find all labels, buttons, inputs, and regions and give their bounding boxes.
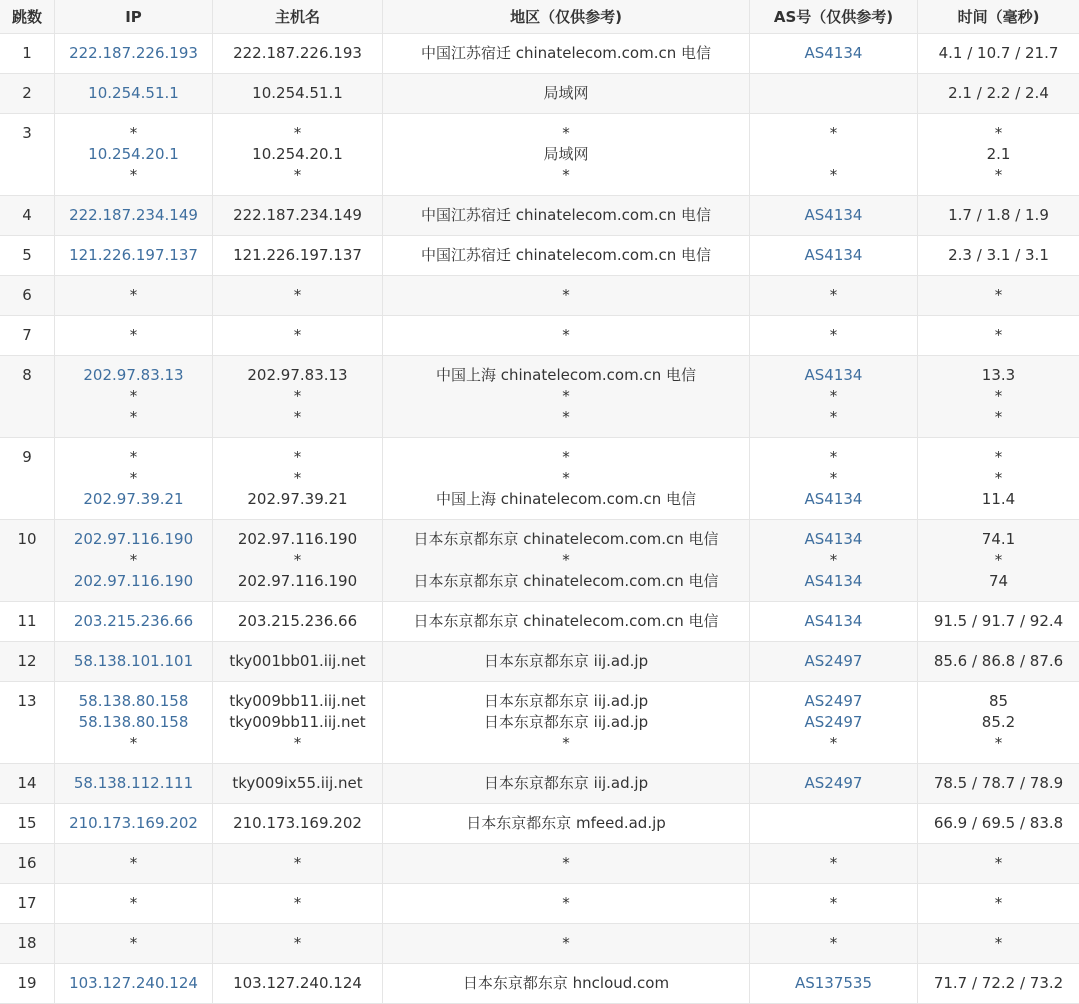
region-text: * <box>562 387 570 405</box>
table-row <box>0 602 1079 642</box>
time-cell <box>918 844 1079 884</box>
table-row <box>0 114 1079 196</box>
region-cell <box>383 602 750 642</box>
as-cell <box>750 236 918 276</box>
as-cell <box>750 602 918 642</box>
time-text: 2.1 <box>986 145 1011 163</box>
time-text: * <box>994 326 1003 344</box>
time-text: * <box>994 448 1003 466</box>
hostname-cell <box>213 642 383 682</box>
header-region: 地区（仅供参考) <box>383 0 750 34</box>
hop-cell: 11 <box>0 602 55 642</box>
time-text: * <box>994 551 1003 569</box>
hostname-text: * <box>293 326 302 344</box>
as-link: * <box>829 166 838 184</box>
time-cell <box>918 276 1079 316</box>
ip-link[interactable]: 10.254.20.1 <box>88 145 179 163</box>
as-cell <box>750 438 918 520</box>
hostname-text: * <box>293 551 302 569</box>
hostname-cell <box>213 114 383 196</box>
time-text: 4.1 / 10.7 / 21.7 <box>938 44 1059 62</box>
region-text: 局域网 <box>543 145 589 163</box>
table-row <box>0 764 1079 804</box>
hostname-text: tky009bb11.iij.net <box>229 713 366 731</box>
hostname-text: 203.215.236.66 <box>237 612 358 630</box>
ip-cell <box>55 844 213 884</box>
time-text: 2.1 / 2.2 / 2.4 <box>948 84 1049 102</box>
time-text: * <box>994 387 1003 405</box>
table-row <box>0 884 1079 924</box>
region-text: * <box>562 326 570 344</box>
ip-link[interactable]: 202.97.116.190 <box>73 530 194 548</box>
ip-cell <box>55 924 213 964</box>
hop-cell: 3 <box>0 114 55 196</box>
ip-cell <box>55 34 213 74</box>
ip-link[interactable]: 58.138.101.101 <box>73 652 194 670</box>
ip-cell <box>55 276 213 316</box>
ip-link[interactable]: 203.215.236.66 <box>73 612 194 630</box>
as-cell <box>750 276 918 316</box>
region-text: 日本东京都东京 chinatelecom.com.cn 电信 <box>413 530 719 548</box>
hostname-text: 121.226.197.137 <box>233 246 362 264</box>
hop-cell: 12 <box>0 642 55 682</box>
time-text: 85.2 <box>981 713 1016 731</box>
hop-cell: 2 <box>0 74 55 114</box>
ip-link[interactable]: 121.226.197.137 <box>69 246 198 264</box>
as-link: * <box>829 387 838 405</box>
hostname-text: * <box>293 124 302 142</box>
time-text: 85 <box>988 692 1009 710</box>
ip-link[interactable]: 58.138.80.158 <box>78 713 189 731</box>
time-cell <box>918 114 1079 196</box>
ip-cell <box>55 764 213 804</box>
ip-cell <box>55 642 213 682</box>
hostname-cell <box>213 924 383 964</box>
region-cell <box>383 438 750 520</box>
region-text: * <box>562 448 570 466</box>
table-row <box>0 74 1079 114</box>
ip-link[interactable]: 10.254.51.1 <box>88 84 179 102</box>
time-cell <box>918 924 1079 964</box>
table-row <box>0 276 1079 316</box>
time-cell <box>918 236 1079 276</box>
hostname-text: tky001bb01.iij.net <box>229 652 366 670</box>
table-row <box>0 438 1079 520</box>
header-as: AS号（仅供参考) <box>750 0 918 34</box>
hop-cell: 15 <box>0 804 55 844</box>
region-text: 日本东京都东京 mfeed.ad.jp <box>466 814 666 832</box>
time-text: * <box>994 934 1003 952</box>
as-link <box>750 813 917 834</box>
hostname-text: * <box>293 854 302 872</box>
as-cell <box>750 316 918 356</box>
region-text: * <box>562 124 570 142</box>
time-text: 1.7 / 1.8 / 1.9 <box>948 206 1049 224</box>
hop-cell: 14 <box>0 764 55 804</box>
ip-link: * <box>129 934 138 952</box>
hostname-text: 222.187.234.149 <box>233 206 362 224</box>
hop-cell: 13 <box>0 682 55 764</box>
time-text: 91.5 / 91.7 / 92.4 <box>933 612 1064 630</box>
hostname-text: * <box>293 408 302 426</box>
ip-link[interactable]: 103.127.240.124 <box>69 974 198 992</box>
region-cell <box>383 520 750 602</box>
hostname-cell <box>213 316 383 356</box>
hostname-cell <box>213 356 383 438</box>
as-cell <box>750 114 918 196</box>
table-row <box>0 356 1079 438</box>
hop-cell: 17 <box>0 884 55 924</box>
ip-cell <box>55 316 213 356</box>
ip-link: * <box>129 408 138 426</box>
ip-link[interactable]: 222.187.226.193 <box>69 44 198 62</box>
region-text: 局域网 <box>543 84 589 102</box>
ip-cell <box>55 520 213 602</box>
region-cell <box>383 114 750 196</box>
hop-cell: 5 <box>0 236 55 276</box>
as-cell <box>750 356 918 438</box>
time-cell <box>918 316 1079 356</box>
region-text: 日本东京都东京 chinatelecom.com.cn 电信 <box>413 612 719 630</box>
as-link: * <box>829 894 838 912</box>
region-text: 日本东京都东京 iij.ad.jp <box>483 713 649 731</box>
as-link[interactable]: AS137535 <box>794 974 873 992</box>
ip-link[interactable]: 202.97.116.190 <box>73 572 194 590</box>
ip-link: * <box>129 286 138 304</box>
table-row <box>0 682 1079 764</box>
as-link: * <box>829 934 838 952</box>
hostname-cell <box>213 236 383 276</box>
hostname-cell <box>213 74 383 114</box>
region-cell <box>383 642 750 682</box>
as-link[interactable]: AS4134 <box>804 572 863 590</box>
as-link[interactable]: AS4134 <box>804 530 863 548</box>
ip-cell <box>55 884 213 924</box>
hostname-cell <box>213 764 383 804</box>
region-text: 中国上海 chinatelecom.com.cn 电信 <box>435 366 697 384</box>
region-text: * <box>562 854 570 872</box>
as-link[interactable]: AS4134 <box>804 366 863 384</box>
ip-link[interactable]: 222.187.234.149 <box>69 206 198 224</box>
as-link: * <box>829 326 838 344</box>
as-cell <box>750 884 918 924</box>
as-link: * <box>829 469 838 487</box>
hostname-text: 10.254.51.1 <box>252 84 343 102</box>
region-cell <box>383 316 750 356</box>
hostname-text: 202.97.83.13 <box>247 366 348 384</box>
hostname-text: 202.97.116.190 <box>237 572 358 590</box>
region-cell <box>383 924 750 964</box>
table-row <box>0 196 1079 236</box>
ip-cell <box>55 964 213 1004</box>
ip-link[interactable]: 58.138.80.158 <box>78 692 189 710</box>
hostname-text: * <box>293 286 302 304</box>
as-link: * <box>829 448 838 466</box>
as-cell <box>750 682 918 764</box>
hostname-text: * <box>293 448 302 466</box>
as-link: * <box>829 734 838 752</box>
time-cell <box>918 356 1079 438</box>
as-link[interactable]: AS4134 <box>804 612 863 630</box>
as-cell <box>750 642 918 682</box>
region-text: 日本东京都东京 iij.ad.jp <box>483 774 649 792</box>
hostname-text: 202.97.39.21 <box>247 490 348 508</box>
table-row <box>0 964 1079 1004</box>
ip-link[interactable]: 202.97.83.13 <box>83 366 184 384</box>
hostname-cell <box>213 964 383 1004</box>
as-link: * <box>829 854 838 872</box>
time-cell <box>918 884 1079 924</box>
ip-link: * <box>129 551 138 569</box>
region-text: 日本东京都东京 hncloud.com <box>462 974 670 992</box>
ip-link: * <box>129 894 138 912</box>
as-cell <box>750 34 918 74</box>
hostname-cell <box>213 682 383 764</box>
time-text: * <box>994 854 1003 872</box>
as-link[interactable]: AS2497 <box>804 652 863 670</box>
time-cell <box>918 764 1079 804</box>
hop-cell: 19 <box>0 964 55 1004</box>
region-cell <box>383 74 750 114</box>
as-cell <box>750 924 918 964</box>
hostname-cell <box>213 196 383 236</box>
table-body <box>0 34 1079 1004</box>
time-cell <box>918 196 1079 236</box>
region-text: 日本东京都东京 iij.ad.jp <box>483 652 649 670</box>
time-cell <box>918 520 1079 602</box>
as-link[interactable]: AS4134 <box>804 44 863 62</box>
as-cell <box>750 844 918 884</box>
region-cell <box>383 844 750 884</box>
hostname-text: 103.127.240.124 <box>233 974 362 992</box>
ip-link: * <box>129 166 138 184</box>
hop-cell: 10 <box>0 520 55 602</box>
ip-cell <box>55 236 213 276</box>
time-text: 2.3 / 3.1 / 3.1 <box>948 246 1049 264</box>
as-link[interactable]: AS2497 <box>804 713 863 731</box>
hop-cell: 16 <box>0 844 55 884</box>
time-text: * <box>994 166 1003 184</box>
table-row <box>0 34 1079 74</box>
time-text: * <box>994 408 1003 426</box>
as-link[interactable]: AS4134 <box>804 246 863 264</box>
time-text: 85.6 / 86.8 / 87.6 <box>933 652 1064 670</box>
as-cell <box>750 764 918 804</box>
region-cell <box>383 804 750 844</box>
time-text: 74.1 <box>981 530 1016 548</box>
time-cell <box>918 438 1079 520</box>
region-cell <box>383 356 750 438</box>
header-hop: 跳数 <box>0 0 55 34</box>
region-text: * <box>562 734 570 752</box>
hostname-text: 210.173.169.202 <box>233 814 362 832</box>
hostname-text: 202.97.116.190 <box>237 530 358 548</box>
as-link[interactable]: AS2497 <box>804 774 863 792</box>
ip-cell <box>55 356 213 438</box>
ip-cell <box>55 804 213 844</box>
as-link: * <box>829 286 838 304</box>
ip-cell <box>55 74 213 114</box>
time-text: * <box>994 124 1003 142</box>
hop-cell: 6 <box>0 276 55 316</box>
table-row <box>0 924 1079 964</box>
header-time: 时间（毫秒) <box>918 0 1079 34</box>
ip-link: * <box>129 469 138 487</box>
table-row <box>0 316 1079 356</box>
as-link[interactable]: AS4134 <box>804 490 863 508</box>
time-cell <box>918 964 1079 1004</box>
ip-cell <box>55 114 213 196</box>
region-cell <box>383 236 750 276</box>
time-text: * <box>994 286 1003 304</box>
table-row <box>0 520 1079 602</box>
hop-cell: 1 <box>0 34 55 74</box>
ip-link[interactable]: 210.173.169.202 <box>69 814 198 832</box>
time-text: 66.9 / 69.5 / 83.8 <box>933 814 1064 832</box>
time-text: 71.7 / 72.2 / 73.2 <box>933 974 1064 992</box>
hostname-cell <box>213 276 383 316</box>
time-cell <box>918 642 1079 682</box>
region-cell <box>383 964 750 1004</box>
hostname-cell <box>213 844 383 884</box>
as-link[interactable]: AS2497 <box>804 692 863 710</box>
ip-link: * <box>129 387 138 405</box>
as-cell <box>750 520 918 602</box>
hostname-text: * <box>293 894 302 912</box>
table-header-row <box>0 0 1079 34</box>
region-cell <box>383 34 750 74</box>
region-text: 中国江苏宿迁 chinatelecom.com.cn 电信 <box>420 246 712 264</box>
hop-cell: 7 <box>0 316 55 356</box>
ip-cell <box>55 196 213 236</box>
hostname-text: * <box>293 469 302 487</box>
as-link: * <box>829 551 838 569</box>
table-row <box>0 236 1079 276</box>
region-text: * <box>562 166 570 184</box>
ip-link: * <box>129 448 138 466</box>
ip-cell <box>55 682 213 764</box>
as-cell <box>750 964 918 1004</box>
region-text: 日本东京都东京 iij.ad.jp <box>483 692 649 710</box>
hostname-cell <box>213 804 383 844</box>
hostname-text: tky009bb11.iij.net <box>229 692 366 710</box>
hop-cell: 9 <box>0 438 55 520</box>
table-row <box>0 804 1079 844</box>
time-text: 11.4 <box>981 490 1016 508</box>
table-row <box>0 642 1079 682</box>
as-link: * <box>829 124 838 142</box>
region-text: 中国江苏宿迁 chinatelecom.com.cn 电信 <box>420 206 712 224</box>
region-text: 中国江苏宿迁 chinatelecom.com.cn 电信 <box>420 44 712 62</box>
region-text: 日本东京都东京 chinatelecom.com.cn 电信 <box>413 572 719 590</box>
ip-cell <box>55 438 213 520</box>
region-text: * <box>562 934 570 952</box>
hop-cell: 4 <box>0 196 55 236</box>
as-cell <box>750 74 918 114</box>
as-cell <box>750 804 918 844</box>
ip-cell <box>55 602 213 642</box>
hostname-cell <box>213 884 383 924</box>
hostname-text: * <box>293 387 302 405</box>
hostname-text: 222.187.226.193 <box>233 44 362 62</box>
time-cell <box>918 34 1079 74</box>
hostname-text: * <box>293 934 302 952</box>
region-text: * <box>562 894 570 912</box>
as-link <box>750 83 917 104</box>
hostname-text: tky009ix55.iij.net <box>232 774 363 792</box>
time-text: 78.5 / 78.7 / 78.9 <box>933 774 1064 792</box>
time-cell <box>918 682 1079 764</box>
ip-link: * <box>129 854 138 872</box>
region-cell <box>383 764 750 804</box>
hostname-cell <box>213 438 383 520</box>
hostname-text: * <box>293 734 302 752</box>
time-text: 74 <box>988 572 1009 590</box>
time-text: * <box>994 894 1003 912</box>
hostname-cell <box>213 34 383 74</box>
ip-link[interactable]: 58.138.112.111 <box>73 774 194 792</box>
hostname-text: 10.254.20.1 <box>252 145 343 163</box>
time-text: * <box>994 469 1003 487</box>
ip-link: * <box>129 734 138 752</box>
as-link: * <box>829 408 838 426</box>
region-cell <box>383 682 750 764</box>
time-text: * <box>994 734 1003 752</box>
region-cell <box>383 884 750 924</box>
hop-cell: 18 <box>0 924 55 964</box>
ip-link: * <box>129 124 138 142</box>
as-link[interactable]: AS4134 <box>804 206 863 224</box>
hostname-text: * <box>293 166 302 184</box>
time-text: 13.3 <box>981 366 1016 384</box>
time-cell <box>918 804 1079 844</box>
header-ip: IP <box>55 0 213 34</box>
region-cell <box>383 196 750 236</box>
region-text: * <box>562 551 570 569</box>
as-link <box>750 144 917 165</box>
header-hostname: 主机名 <box>213 0 383 34</box>
ip-link[interactable]: 202.97.39.21 <box>83 490 184 508</box>
time-cell <box>918 74 1079 114</box>
ip-link: * <box>129 326 138 344</box>
region-text: * <box>562 286 570 304</box>
region-text: 中国上海 chinatelecom.com.cn 电信 <box>435 490 697 508</box>
table-row <box>0 844 1079 884</box>
hostname-cell <box>213 602 383 642</box>
as-cell <box>750 196 918 236</box>
region-cell <box>383 276 750 316</box>
hop-cell: 8 <box>0 356 55 438</box>
hostname-cell <box>213 520 383 602</box>
region-text: * <box>562 469 570 487</box>
region-text: * <box>562 408 570 426</box>
time-cell <box>918 602 1079 642</box>
